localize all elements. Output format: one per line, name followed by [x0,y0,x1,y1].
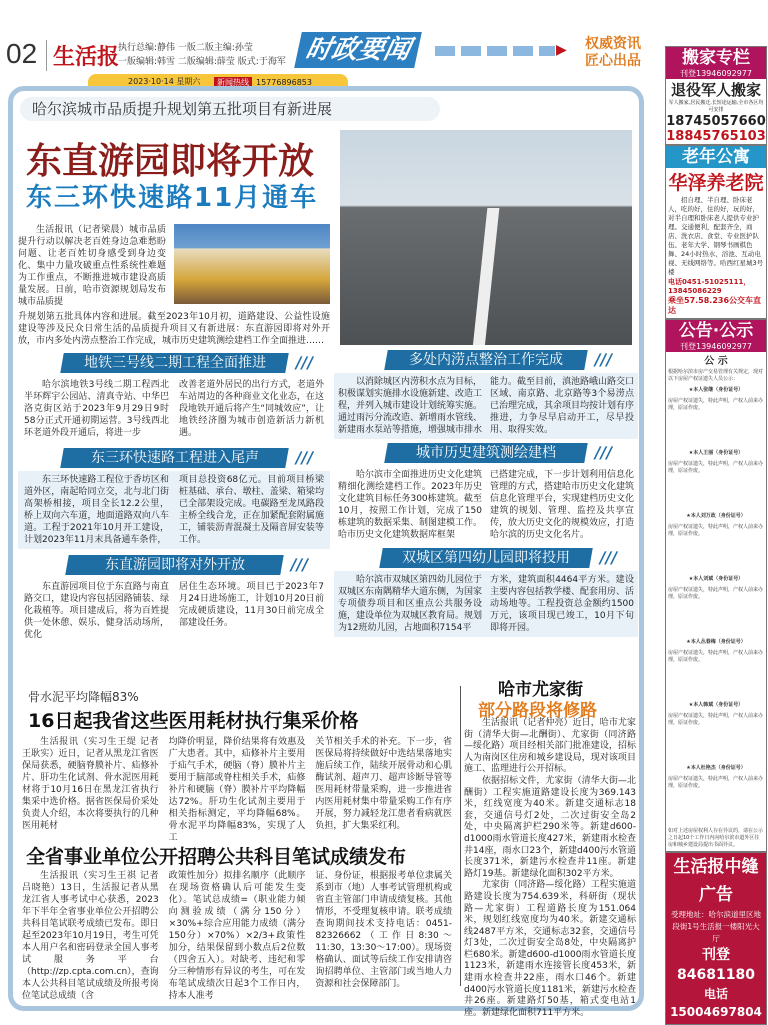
ad-sidebar [665,46,767,1025]
ad-phone: 刊登 84681180 [677,947,755,983]
notice-item-text: 房屋产权证遗失，特此声明，产权人前来办理，原证作废。 [668,587,764,600]
section-banner: 时政要闻 [294,32,422,68]
section-body [334,466,638,544]
arrow-right-icon: ▶ [556,42,567,58]
lead-row [18,224,330,308]
column-text: 居住生态环境。项目已于2023年7月24日进场施工，计划10月20日前完成硬质建设，11月30日前完成全部建设任务。 [179,582,324,628]
page-number: 02 [6,38,38,69]
column-text: 哈尔滨地铁3号线二期工程西北半环辉宇公园站、清真寺站、中华巴洛克街区站于2023年9月29日9时58分正式开通初期运营。3号线西北环老道外段开通后，将进一步 [24,380,169,438]
section-title: 地铁三号线二期工程全面推进 /// [60,353,289,373]
ad-desc: 军人搬家,居民搬迁,长短途运输,全市各区均可安排 [668,100,764,113]
notice-heading: 公 示 [704,356,728,367]
ad-title: 公告·公示 [666,320,766,342]
column-text: 改善老道外居民的出行方式，老道外车站周边的各种商业文化业态，在这段地铁开通后将产生“同城效应”，让地铁经济圈为城市创造新活力新机遇。 [179,380,324,438]
paragraph: 尤家街（同济路—绥化路）工程实施道路建设长度为754.639米，科研街（现状路—尤家街）工程道路长度为151.064米，规划红线宽度均为40米。新建交通标线2487平方米，交通标志32套，交通信号灯3处，二次过街安全岛8处，中央隔离护栏680米。新建d600-d1000雨水管道长度1123米，新建雨水连接管长度453米，新建雨水检查井22座，雨水口46个。新建d400污水管道长度1181米，新建污水检查井26座。新建路灯50基，箱式变电站1座。新建绿化面积711平方米。 [464,880,636,1018]
notice-item-text: 房屋产权证遗失，特此声明，产权人前来办理，原证作废。 [668,524,764,537]
section-body [18,376,330,442]
ad-phone: 18745057660 [666,114,766,129]
ad-company: 退役军人搬家 [670,81,761,99]
column-text: 生活报讯（实习生王祺 记者吕晓艳）13日，生活报记者从黑龙江省人事考试中心获悉，2023年下半年全省事业单位公开招聘公共科目笔试联考成绩已发布。即日起至2023年10月19日，考生可凭本人用户名和密码登录全国人事考试服务平台（http://zp.cpta.com.cn），查询本人公共科目笔试成绩及所报考岗位笔试总成绩（含 [22,871,159,1001]
column-text: 均降价明显，降价结果将有效惠及广大患者。其中，疝修补片主要用于疝气手术，硬脑（脊）膜补片主要用于脑部或脊柱相关手术，疝修补片和硬脑（脊）膜补片平均降幅达72%。肝功生化试剂主要用于相关指标测定，平均降幅68%。骨水泥平均降幅83%，实现了人工 [168,737,306,843]
section-body [18,578,330,644]
column-text: 能力。截至目前，滇池路峨山路交口区域、南京路、北京路等3个易涝点已治理完成，其余项目均按计划有序推进，力争尽早启动开工，尽早投用、取得实效。 [490,377,635,435]
column-text: 政策性加分）拟排名顺序（此顺序在现场资格确认后可能发生变化）。笔试总成绩=（职业能力倾向测验成绩（满分150分）×30%+综合应用能力成绩（满分150分）×70%）×2/3+政策性加分，结果保留到小数点后2位数（四舍五入）。对缺考、违纪和零分三种情形有异议的考生，可在发布笔试成绩次日起3个工作日内，持本人准考 [168,871,306,1001]
notice-item-title: ★本人刘万政（身份证号） [686,513,746,519]
story-headline: 16日起我省这些医用耗材执行集采价格 [28,710,359,732]
ad-title: 搬家专栏 [666,47,766,69]
ad-desc: 招自理、半自理、卧床老人，吃的好，住的好，玩的好，对半自理和卧床老人提供专业护理。交通便利，配套齐全，商店、洗衣店、食堂、专业医护队伍、老年大学、钢琴书画棋色舞、24小时热水、浴池、互动电视、无线网络等。哈西红星城3号楼 [668,196,764,276]
paragraph: 生活报讯（记者仲亮）近日，哈市尤家街（清华大街—北酬街）、尤家街（同济路—绥化路）项目经相关部门批准建设，招标人为南岗区住房和城乡建设局，现对该项目施工、监理进行公开招标。 [464,718,636,775]
column-text: 东三环快速路工程位于香坊区和道外区，南起哈同立交，北与北门街高架桥相接，项目全长12.2公里，桥上双向六车道，地面道路双向八车道。工程于2021年10月开工建设，计划2023年11月末具备通车条件， [24,475,169,545]
notice-item-title: ★本人丛春梅（身份证号） [686,639,746,645]
slogan [585,36,641,70]
section-title: 双城区第四幼儿园即将投用 /// [379,548,593,568]
column-text: 生活报讯（实习生王缇 记者王耿实）近日，记者从黑龙江省医保局获悉，硬脑脊膜补片、疝修补片、肝功生化试剂、骨水泥医用耗材将于10月16日在黑龙江省执行集采中选价格。据省医保局价采处负责人介绍，本次将要执行的几种医用耗材 [22,737,159,831]
column-divider [460,686,461,986]
hotline-label: 新闻热线 [214,77,252,88]
kindergarten-photo [174,224,330,304]
newspaper-logo: 生活报 [46,40,119,71]
column-text: 以消除城区内涝积水点为目标，积极谋划实施排水设施新建、改造工程，并列入城市建设计划统筹实施。通过雨污分流改造、新增雨水管线、新建雨水泵站等措施，增强城市排水 [338,377,483,435]
notice-item-title: ★本人杜艳杰（身份证号） [686,765,746,771]
story-body [464,718,636,1019]
notice-item-title: ★本人刘斌（身份证号） [688,576,744,582]
editor-line: 执行总编:静伟 一版二版主编:孙莹 [118,43,253,53]
notice-item-text: 房屋产权证遗失，特此声明，产权人前来办理，原证作废。 [668,776,764,789]
section-body [18,471,330,549]
ad-phone: 电话0451-51025111，13845086229 [668,278,751,295]
story-subheadline: 部分路段将修路 [478,701,597,721]
ad-name: 华泽养老院 [668,172,764,194]
notice-text: 根据哈尔滨市房产交易管理有关规定，现对以下房屋产权证遗失人员公示： [668,369,764,382]
column-text: 关节相关手术的补充。下一步，省医保局将持续做好中选结果落地实施后续工作，陆续开展骨动和心肌酶试剂、超声刀、超声诊断导管等医用耗材带量采购，进一步推进省内医用耗材集中带量采购工作有序开展，努力减轻龙江患者看病就医负担，扩大集采红利。 [315,737,453,831]
notice-item-title: ★本人王丽（身份证号） [688,450,744,456]
lead-paragraph: 生活报讯（记者梁晨）城市品质提升行动以解决老百姓身边急难愁盼问题、让老百姓切身感受到身边变化、集中力量攻破重点性系统性难题为工作重点，不断推进城市建设高质量发展。日前，哈市资源规划局发布城市品质提 [18,225,166,307]
notice-item-text: 房屋产权证遗失，特此声明，产权人前来办理，原证作废。 [668,650,764,663]
date-bar: 2023·10·14 星期六 [88,74,348,90]
column-text: 已搭建完成，下一步计划利用信息化管理的方式，搭建哈市历史文化建筑信息化管理平台，实现建档历史文化建筑的规划、管理、监控及共享宣传，放大历史文化的规模效应，打造哈尔滨的历史文化名片。 [490,470,635,540]
section-title: 东三环快速路工程进入尾声 /// [60,448,289,468]
slogan-line: 匠心出品 [585,53,641,69]
expressway-photo [340,130,632,345]
decorative-stripes [435,46,555,56]
paragraph: 依据招标文件，尤家街（清华大街—北酬街）工程实施道路建设长度为369.143米，红线宽度为40米。新建交通标志18套，交通信号灯2处，二次过街安全岛2处，中央隔离护栏290米等。新建d600-d1000雨水管道长度427米，新建雨水检查井14座，雨水口23个，新建d400污水管道长度371米，新建污水检查井11座。新建路灯19基。新建绿化面积302平方米。 [464,775,636,879]
story-body [22,870,452,1002]
lead-headline: 东直游园即将开放 [26,140,315,182]
column-text: 哈尔滨市双城区第四幼儿园位于双城区东南隅精华大道东侧，为国家专项债券项目和区重点公共服务设施，建设单位为双城区教育局。规划为12班幼儿园，占地面积7154平 [338,575,483,633]
notice-item-title: ★本人韩斌（身份证号） [688,702,744,708]
hotline-number: 15776896853 [256,78,312,87]
notice-item-text: 房屋产权证遗失，特此声明，产权人前来办理，原证作废。 [668,713,764,726]
lead-paragraph-cont: 升规划第五批具体内容和进展。截至2023年10月初，道路建设、公益性设施建设等涉及民众日常生活的品质提升项目又有新进展：东直游园即将对外开放，市内多处内涝点整治工作完成，城市历史建筑测绘建档工作全面推进…… [18,312,330,346]
ad-phone: 18845765103 [666,129,766,144]
column-text: 项目总投资68亿元。目前项目桥梁桩基础、承台、墩柱、盖梁、箱梁均已全部架设完成。电碳路至龙凤路段主桥全线合龙，正在加紧配套附属施工，铺装沥青混凝土及隔音屏安装等工作。 [179,475,324,545]
section-title: 东直游园即将对外开放 /// [65,555,284,575]
editor-line: 一版编辑:韩雪 二版编辑:薛莹 版式:于海军 [118,57,286,67]
column-text: 哈尔滨市全面推进历史文化建筑精细化测绘建档工作。2023年历史文化建筑目标任务300栋建筑。截至10月，按照工作计划，完成了150栋建筑的数据采集、制图建模工作。哈市历史文化建筑数据库框架 [338,470,483,540]
story-headline: 全省事业单位公开招聘公共科目笔试成绩发布 [26,846,407,868]
ad-title: 老年公寓 [666,146,766,168]
column-text: 证、身份证，根据报考单位隶属关系到市（地）人事考试管理机构或省直主管部门申请成绩复核。其他情形，不受理复核申请。联考成绩查询期间技术支持电话：0451-82326662（工作日8:30～11:30，13:30～17:00）。现场资格确认、面试等后续工作安排请咨询招聘单位、主管部门或当地人力资源和社会保障部门。 [315,871,453,989]
story-body [22,736,452,844]
story-kicker: 骨水泥平均降幅83% [28,690,139,704]
section-title: 多处内涝点整治工作完成 /// [384,350,588,370]
section-body [334,571,638,637]
slogan-line: 权威资讯 [585,36,641,52]
ad-address: 受理地址：哈尔滨道里区地段街1号生活报一楼阳光大厅 [671,910,761,943]
notice-item-text: 房屋产权证遗失，特此声明，产权人前来办理，原证作废。 [668,461,764,474]
column-text: 方米，建筑面积4464平方米。建设主要内容包括教学楼、配套用房、活动场地等。工程投资总金额约1500万元，该项目现已竣工，10月下旬即将开园。 [490,575,635,633]
right-column [334,350,638,641]
elderly-home-ad [665,145,767,319]
classified-ad [665,852,767,1025]
editor-credits [118,41,286,69]
section-body [334,373,638,439]
left-column [18,224,330,650]
moving-ad [665,46,767,145]
notices-ad [665,319,767,852]
ad-title: 生活报中缝广告 [673,857,759,905]
notice-item-title: ★本人张继（身份证号） [688,387,744,393]
ad-phone: 电话 15004697804 [670,987,762,1019]
notice-item-text: 房屋产权证遗失，特此声明，产权人前来办理，原证作废。 [668,398,764,411]
section-title: 城市历史建筑测绘建档 /// [384,443,588,463]
story-headline: 哈市尤家街 [498,680,583,700]
ad-phone: 刊登13946092977 [666,342,766,352]
column-text: 东直游园项目位于东直路与南直路交口，建设内容包括园路铺装、绿化栽植等。项目建成后，将为百姓提供一处休憩、娱乐、健身活动场所，优化 [24,582,169,640]
ad-phone: 刊登13946092977 [666,69,766,79]
lead-headline-2: 东三环快速路11月通车 [26,183,319,213]
notice-footer: 如对上述房屋权利人存在异议的，请在公示之日起10个工作日内向哈尔滨市道外区住房和城乡建设局提出书面异议。 [668,828,764,848]
ad-bus: 乘坐57.58.236公交车直达 [668,296,762,315]
notice-items [666,385,766,826]
lead-kicker: 哈尔滨城市品质提升规划第五批项目有新进展 [20,97,440,121]
